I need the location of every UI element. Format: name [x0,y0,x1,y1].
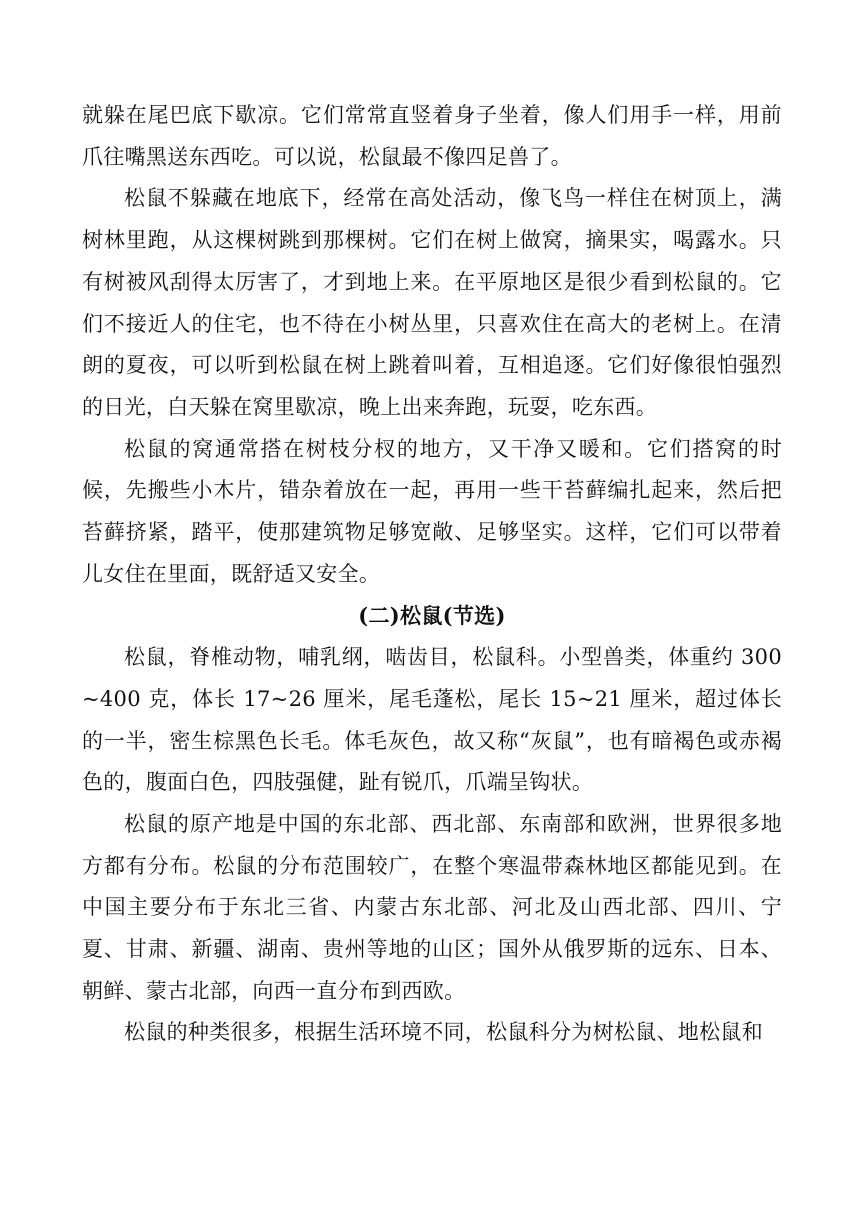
paragraph-squirrel-habitat: 松鼠不躲藏在地底下，经常在高处活动，像飞鸟一样住在树顶上，满树林里跑，从这棵树跳到那棵树。它们在树上做窝，摘果实，喝露水。只有树被风刮得太厉害了，才到地上来。在平原地区是很少看到松鼠的。它们不接近人的住宅，也不待在小树丛里，只喜欢住在高大的老树上。在清朗的夏夜，可以听到松鼠在树上跳着叫着，互相追逐。它们好像很怕强烈的日光，白天躲在窝里歇凉，晚上出来奔跑，玩耍，吃东西。 [82,186,782,419]
paragraph-continuation: 就躲在尾巴底下歇凉。它们常常直竖着身子坐着，像人们用手一样，用前爪往嘴黑送东西吃。可以说，松鼠最不像四足兽了。 [82,103,782,169]
document-page [82,95,782,1054]
paragraph-squirrel-description: 松鼠，脊椎动物，哺乳纲，啮齿目，松鼠科。小型兽类，体重约 300~400 克，体长 17~26 厘米，尾毛蓬松，尾长 15~21 厘米，超过体长的一半，密生棕黑色长毛。体毛灰色，故又称“灰鼠”，也有暗褐色或赤褐色的，腹面白色，四肢强健，趾有锐爪，爪端呈钩状。 [82,645,782,795]
paragraph-squirrel-types: 松鼠的种类很多，根据生活环境不同，松鼠科分为树松鼠、地松鼠和 [124,1020,763,1045]
paragraph-squirrel-nest: 松鼠的窝通常搭在树枝分杈的地方，又干净又暖和。它们搭窝的时候，先搬些小木片，错杂着放在一起，再用一些干苔藓编扎起来，然后把苔藓挤紧，踏平，使那建筑物足够宽敞、足够坚实。这样，它们可以带着儿女住在里面，既舒适又安全。 [82,436,782,586]
paragraph-squirrel-distribution: 松鼠的原产地是中国的东北部、西北部、东南部和欧洲，世界很多地方都有分布。松鼠的分布范围较广，在整个寒温带森林地区都能见到。在中国主要分布于东北三省、内蒙古东北部、河北及山西北部、四川、宁夏、甘肃、新疆、湖南、贵州等地的山区；国外从俄罗斯的远东、日本、朝鲜、蒙古北部，向西一直分布到西欧。 [82,811,782,1003]
section-heading: (二)松鼠(节选) [358,603,506,629]
